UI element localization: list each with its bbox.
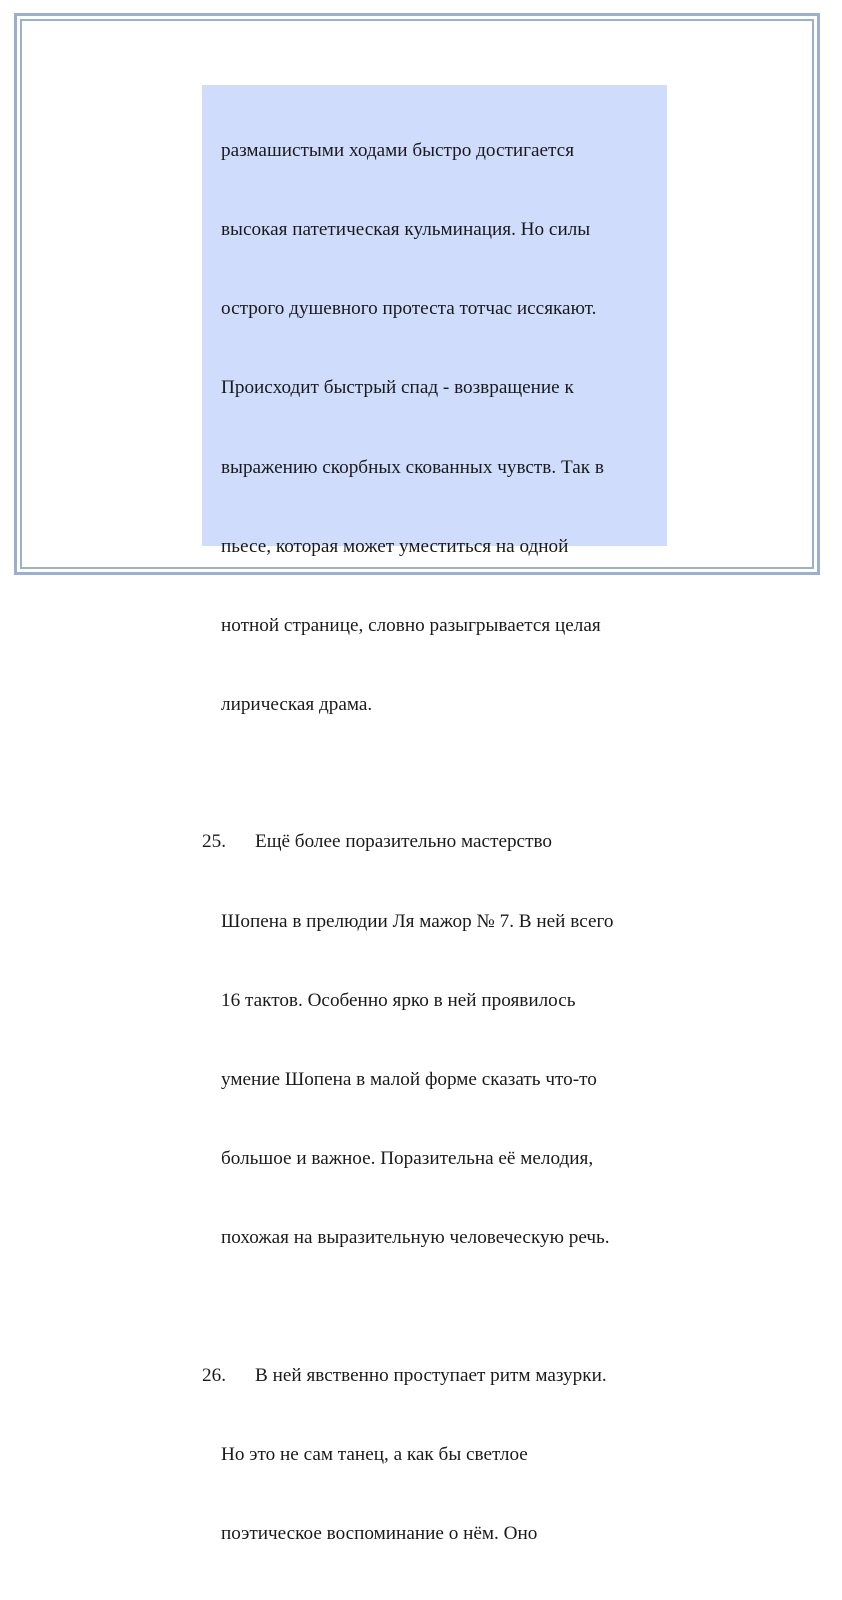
text-line: В ней явственно проступает ритм мазурки. [255,1364,607,1386]
text-line: поэтическое воспоминание о нём. Оно [221,1522,538,1544]
numbered-first-line [202,829,667,855]
paragraph-number: 26. [202,1364,226,1386]
text-line: Происходит быстрый спад - возвращение к [221,377,574,399]
text-line: нотной странице, словно разыгрывается целая [221,615,601,637]
text-line: большое и важное. Поразительна её мелодия, [221,1148,594,1170]
text-line: Шопена в прелюдии Ля мажор № 7. В ней всего [221,910,614,932]
text-line: острого душевного протеста тотчас иссякают. [221,298,597,320]
text-box [202,85,667,1544]
text-line: размашистыми ходами быстро достигается [221,139,575,161]
paragraph-25 [202,777,667,1305]
text-line: высокая патетическая кульминация. Но силы [221,219,591,241]
text-line: умение Шопена в малой форме сказать что-то [221,1069,597,1091]
text-line: выражению скорбных скованных чувств. Так в [221,456,604,478]
text-line: 16 тактов. Особенно ярко в ней проявилось [221,989,576,1011]
numbered-first-line [202,1363,667,1389]
paragraph-26 [202,1310,667,1600]
text-line: Ещё более поразительно мастерство [255,831,552,853]
paragraph-number: 25. [202,831,226,853]
text-line: пьесе, которая может уместиться на одной [221,535,569,557]
text-line: похожая на выразительную человеческую речь. [221,1227,610,1249]
paragraph-continuation [202,85,667,772]
text-line: Но это не сам танец, а как бы светлое [221,1443,528,1465]
text-line: лирическая драма. [221,694,373,716]
